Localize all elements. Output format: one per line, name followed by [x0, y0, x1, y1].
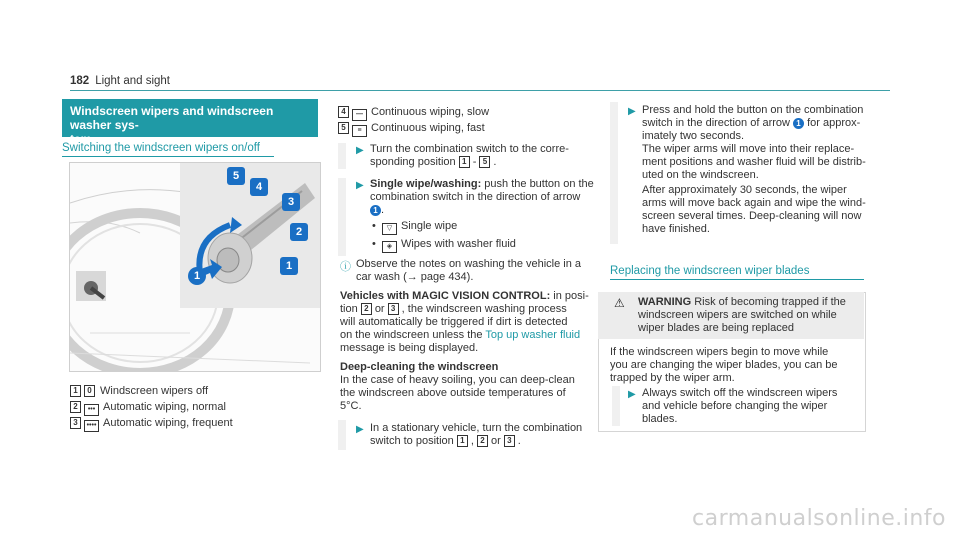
step-line: screen several times. Deep-cleaning will now	[642, 210, 862, 222]
step-text: ,	[470, 435, 474, 447]
position-number: 4	[338, 106, 349, 118]
step-bar	[612, 386, 620, 426]
step-text: switch to position	[370, 435, 454, 447]
step-line: have finished.	[642, 223, 710, 235]
step-line	[642, 117, 882, 130]
callout-4: 4	[250, 178, 268, 196]
step-line: In a stationary vehicle, turn the combination	[370, 422, 583, 434]
subtitle-rule	[610, 279, 864, 280]
callout-3: 3	[282, 193, 300, 211]
bullet-label: Wipes with washer fluid	[400, 238, 516, 250]
warning-text	[638, 296, 860, 335]
page-number: 182	[70, 75, 90, 87]
position-label: Automatic wiping, normal	[103, 401, 226, 413]
position-number: 2	[361, 303, 372, 315]
position-number: 2	[477, 435, 488, 447]
callout-2: 2	[290, 223, 308, 241]
step-single-wipe	[370, 178, 600, 217]
position-4	[338, 106, 593, 121]
washer-fluid-icon: ◈	[382, 241, 397, 253]
single-wipe-icon: ▽	[382, 223, 397, 235]
warning-triangle-icon: ⚠	[614, 296, 625, 310]
position-1	[70, 385, 208, 398]
bullet-dot: •	[372, 238, 382, 250]
step-arrow-icon: ▶	[628, 389, 636, 400]
step-bar	[610, 102, 618, 244]
step-line: combination switch in the direction of arrow	[370, 191, 581, 203]
para-text: on the windscreen unless the	[340, 329, 483, 341]
step-line: imately two seconds.	[642, 130, 745, 142]
step-text: switch in the direction of arrow	[642, 117, 790, 129]
warning-body	[610, 346, 860, 385]
para-line	[340, 290, 598, 303]
position-number: 1	[459, 156, 470, 168]
warn-line: trapped by the wiper arm.	[610, 372, 735, 384]
step-arrow-icon: ▶	[356, 424, 364, 435]
wiper-off-icon: 0	[84, 385, 95, 397]
step-line	[370, 178, 600, 191]
para-line	[340, 303, 598, 316]
arrow-callout: 1	[370, 205, 381, 216]
para-line: 5°C.	[340, 400, 362, 412]
position-number: 3	[504, 435, 515, 447]
warn-line: windscreen wipers are switched on while	[638, 309, 837, 321]
continuous-slow-icon: —	[352, 109, 367, 121]
position-number: 2	[70, 401, 81, 413]
para-lead: Vehicles with MAGIC VISION CONTROL:	[340, 290, 551, 302]
warning-step	[642, 387, 862, 426]
step-line: uted on the windscreen.	[642, 169, 759, 181]
chapter-title: Light and sight	[95, 75, 170, 87]
position-number: 5	[479, 156, 490, 168]
position-number: 5	[338, 122, 349, 134]
magic-vision-paragraph	[340, 290, 598, 355]
step-line: ment positions and washer fluid will be distrib-	[642, 156, 866, 168]
position-5	[338, 122, 593, 137]
page-header	[70, 75, 170, 87]
step-arrow-icon: ▶	[356, 180, 364, 191]
warn-line: you are changing the wiper blades, you can be	[610, 359, 838, 371]
bullet-label: Single wipe	[400, 220, 458, 232]
step-bar	[338, 143, 346, 169]
subtitle-rule	[62, 156, 274, 157]
step-line: arms will move back again and wipe the wind-	[642, 197, 866, 209]
para-text: in posi-	[550, 290, 589, 302]
wiper-switch-illustration	[69, 162, 321, 372]
warn-line: wiper blades are being replaced	[638, 322, 794, 334]
step-text: push the button on the	[481, 178, 594, 190]
note-carwash	[356, 258, 596, 284]
position-number: 3	[70, 417, 81, 429]
warning-label: WARNING	[638, 296, 692, 308]
step-turn-switch	[370, 143, 600, 169]
position-label: Windscreen wipers off	[100, 385, 209, 397]
bullet-dot: •	[372, 220, 382, 232]
position-label: Automatic wiping, frequent	[103, 417, 233, 429]
auto-frequent-icon: ••••	[84, 420, 99, 432]
step-deep-clean	[642, 104, 882, 236]
para-line: will automatically be triggered if dirt is detected	[340, 316, 568, 328]
top-up-washer-fluid-link[interactable]: Top up washer fluid	[485, 329, 581, 341]
step-arrow-icon: ▶	[628, 106, 636, 117]
position-2	[70, 401, 226, 416]
step-stationary	[370, 422, 600, 448]
bullet-single-wipe	[372, 220, 457, 235]
arrow-callout: 1	[793, 118, 804, 129]
position-label: Continuous wiping, fast	[371, 122, 485, 134]
warn-line	[638, 296, 860, 309]
para-line: In the case of heavy soiling, you can deep-clean	[340, 374, 575, 386]
step-text: -	[472, 156, 477, 168]
deep-cleaning-title: Deep-cleaning the windscreen	[340, 361, 499, 373]
continuous-fast-icon: ≡	[352, 125, 367, 137]
step-bar	[338, 420, 346, 450]
callout-1: 1	[280, 257, 298, 275]
para-text: , the windscreen washing process	[401, 303, 567, 315]
position-number: 1	[70, 385, 81, 397]
step-line: After approximately 30 seconds, the wiper	[642, 184, 847, 196]
section-title: Windscreen wipers and windscreen washer sys- tem	[62, 99, 318, 137]
switching-subtitle: Switching the windscreen wipers on/off	[62, 142, 260, 154]
position-label: Continuous wiping, slow	[371, 106, 490, 118]
step-line: Press and hold the button on the combination	[642, 104, 864, 116]
header-rule	[70, 90, 890, 91]
step-line: and vehicle before changing the wiper	[642, 400, 828, 412]
warn-line: If the windscreen wipers begin to move while	[610, 346, 829, 358]
step-line	[370, 204, 600, 217]
position-3	[70, 417, 233, 432]
step-line: The wiper arms will move into their replace-	[642, 143, 855, 155]
para-text: or	[374, 303, 385, 315]
para-line	[340, 329, 598, 342]
replacing-subtitle: Replacing the windscreen wiper blades	[610, 265, 810, 277]
info-icon: ⓘ	[340, 261, 351, 273]
position-number: 3	[388, 303, 399, 315]
deep-cleaning-section	[340, 361, 598, 413]
step-lead: Single wipe/washing:	[370, 178, 482, 190]
step-text: sponding position	[370, 156, 456, 168]
position-number: 1	[457, 435, 468, 447]
step-line	[370, 435, 600, 448]
auto-normal-icon: •••	[84, 404, 99, 416]
step-bar	[338, 178, 346, 256]
page-reference-link[interactable]: car wash (→ page 434).	[356, 271, 474, 283]
step-line: Always switch off the windscreen wipers	[642, 387, 838, 399]
callout-arrow-1: 1	[188, 267, 206, 285]
para-line: the windscreen above outside temperatures of	[340, 387, 566, 399]
watermark: carmanualsonline.info	[692, 506, 946, 531]
warn-text: Risk of becoming trapped if the	[691, 296, 846, 308]
step-text: .	[381, 204, 385, 216]
step-line: Turn the combination switch to the corre-	[370, 143, 569, 155]
bullet-washer	[372, 238, 516, 253]
note-line: Observe the notes on washing the vehicle in a	[356, 258, 582, 270]
step-text: .	[517, 435, 521, 447]
para-line: message is being displayed.	[340, 342, 479, 354]
para-text: tion	[340, 303, 358, 315]
step-text: or	[490, 435, 501, 447]
callout-5: 5	[227, 167, 245, 185]
step-line: blades.	[642, 413, 678, 425]
step-text: .	[493, 156, 497, 168]
step-arrow-icon: ▶	[356, 145, 364, 156]
step-line	[370, 156, 600, 169]
step-text: for approx-	[807, 117, 861, 129]
